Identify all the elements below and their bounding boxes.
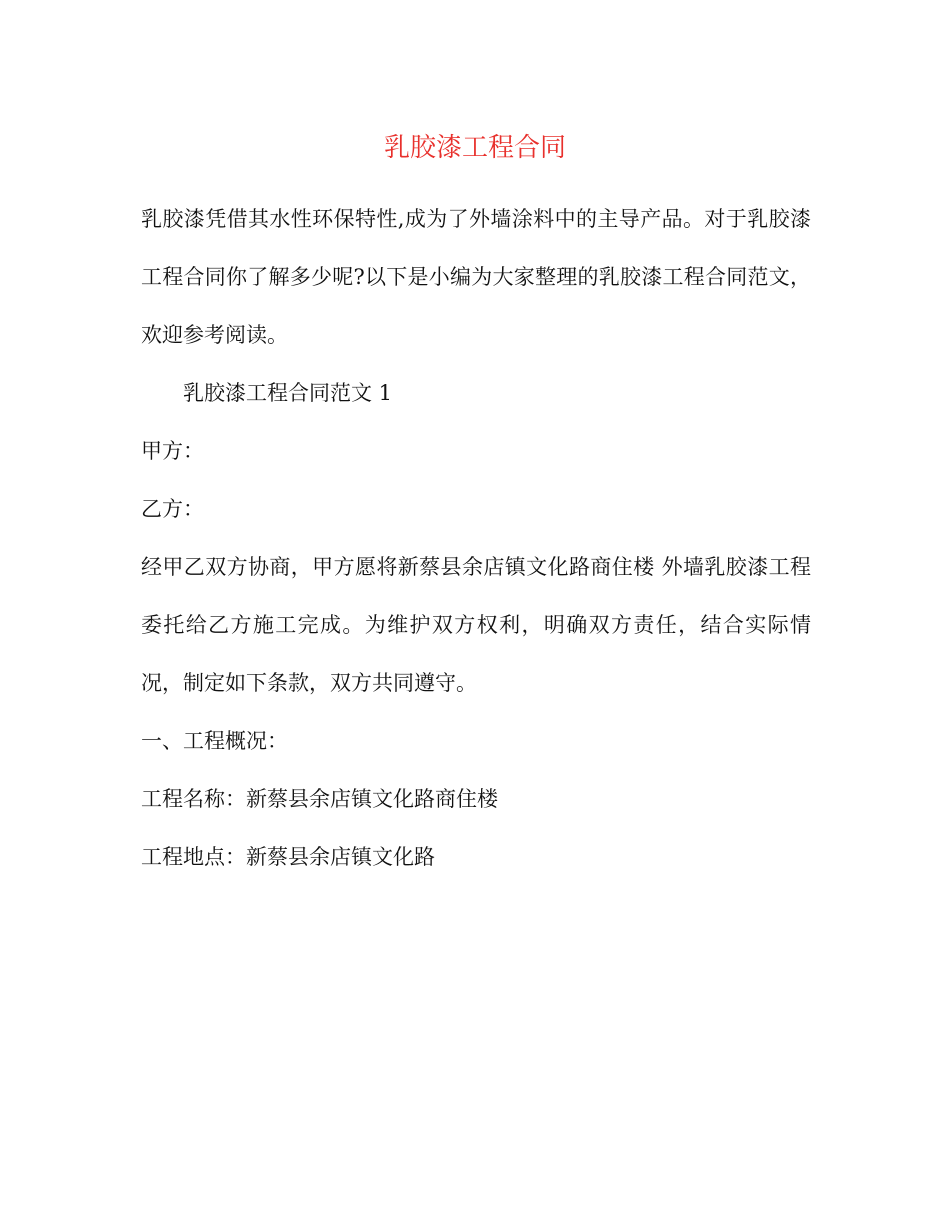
- party-b-label: 乙方：: [141, 497, 204, 521]
- intro-paragraph: 乳胶漆凭借其水性环保特性,成为了外墙涂料中的主导产品。对于乳胶漆工程合同你了解多少呢?以下是小编为大家整理的乳胶漆工程合同范文，欢迎参考阅读。: [141, 207, 811, 347]
- project-name-line: 工程名称：新蔡县余店镇文化路商住楼: [141, 787, 498, 811]
- clause-heading-project-overview: 一、工程概况：: [141, 729, 288, 753]
- project-location-line: 工程地点：新蔡县余店镇文化路: [141, 845, 435, 869]
- agreement-paragraph: 经甲乙双方协商，甲方愿将新蔡县余店镇文化路商住楼 外墙乳胶漆工程委托给乙方施工完成。为维护双方权利，明确双方责任，结合实际情况，制定如下条款，双方共同遵守。: [141, 555, 811, 695]
- document-body: [141, 190, 811, 886]
- section-heading-sample-1: 乳胶漆工程合同范文 1: [183, 381, 393, 405]
- party-a-label: 甲方：: [141, 439, 204, 463]
- document-title: 乳胶漆工程合同: [383, 133, 566, 163]
